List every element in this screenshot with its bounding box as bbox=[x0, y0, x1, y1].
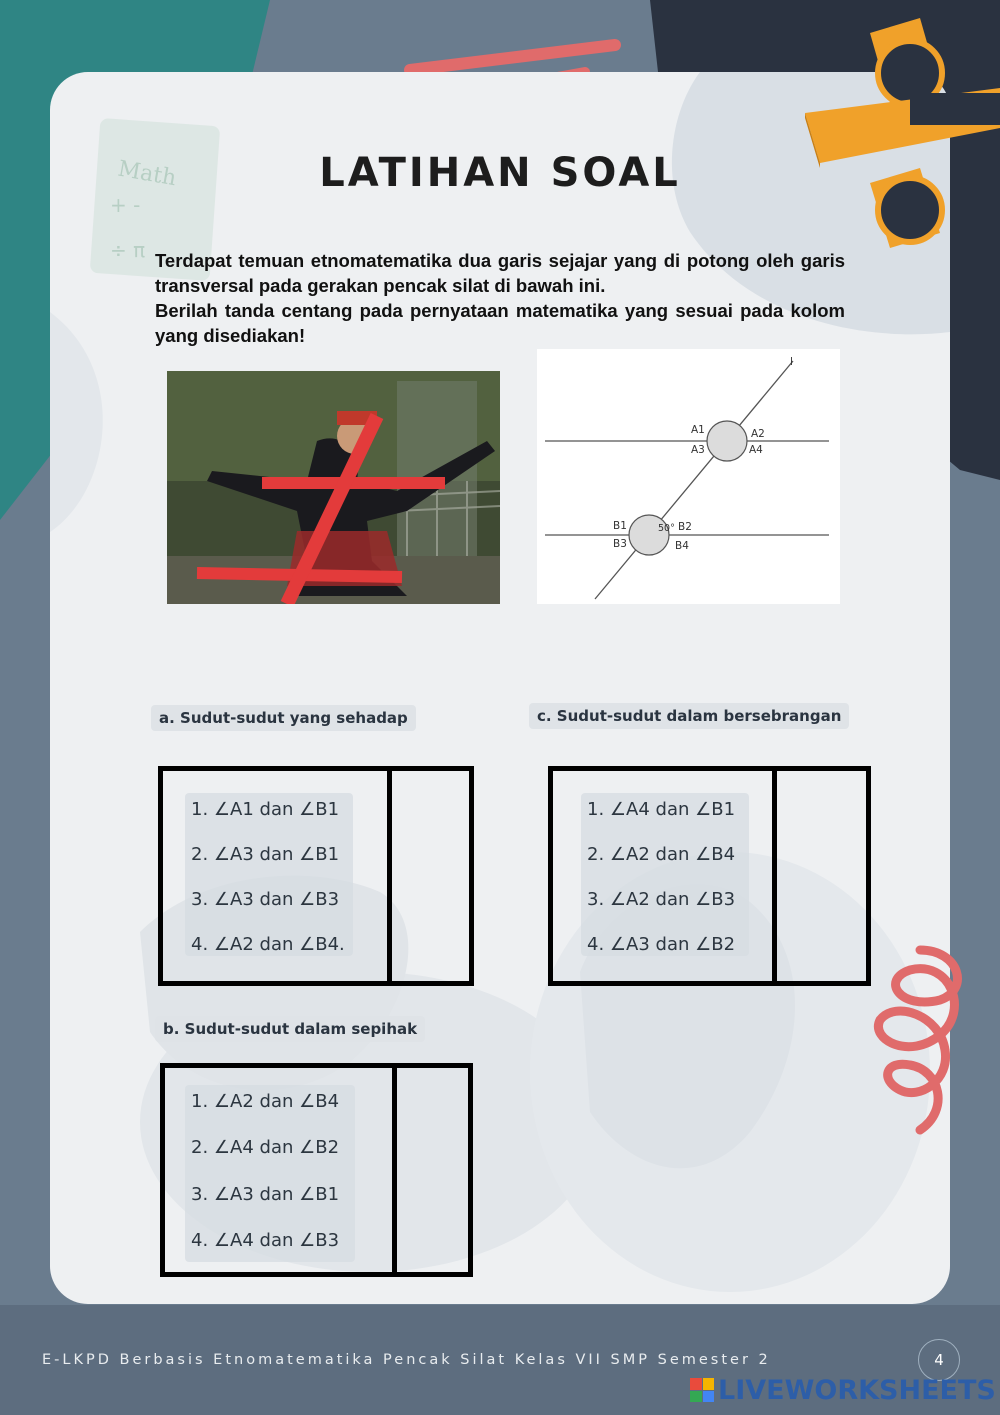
option-b-4: 4. ∠A4 dan ∠B3 bbox=[191, 1230, 340, 1251]
transversal-line bbox=[595, 361, 793, 599]
liveworksheets-logo-icon bbox=[690, 1378, 714, 1402]
math-book-text: Math bbox=[115, 156, 179, 192]
label-b1: B1 bbox=[613, 520, 627, 532]
cylinder-decoration bbox=[800, 18, 1000, 248]
intro-line-2: Berilah tanda centang pada pernyataan matematika yang sesuai pada kolom yang disediakan! bbox=[155, 300, 845, 346]
label-angle: 50° bbox=[658, 523, 675, 534]
section-c-box bbox=[548, 766, 871, 986]
parallel-lines-diagram bbox=[537, 349, 840, 604]
option-b-3: 3. ∠A3 dan ∠B1 bbox=[191, 1184, 340, 1205]
option-b-2: 2. ∠A4 dan ∠B2 bbox=[191, 1137, 340, 1158]
label-a1: A1 bbox=[691, 424, 705, 436]
section-b-options bbox=[185, 1085, 355, 1262]
intro-line-1: Terdapat temuan etnomatematika dua garis sejajar yang di potong oleh garis transversal pada gerakan pencak silat di bawah ini. bbox=[155, 250, 845, 296]
section-b-box bbox=[160, 1063, 473, 1277]
section-a-answer-cell[interactable] bbox=[392, 771, 470, 981]
section-a-label: a. Sudut-sudut yang sehadap bbox=[151, 705, 416, 731]
section-c-answer-cell[interactable] bbox=[777, 771, 867, 981]
svg-text:+ -: + - bbox=[110, 193, 141, 217]
section-a-options bbox=[185, 793, 353, 956]
liveworksheets-brand[interactable] bbox=[690, 1373, 996, 1407]
label-b4: B4 bbox=[675, 540, 689, 552]
option-a-4: 4. ∠A2 dan ∠B4. bbox=[191, 934, 345, 955]
option-c-4: 4. ∠A3 dan ∠B2 bbox=[587, 934, 736, 955]
page-number: 4 bbox=[918, 1339, 960, 1381]
section-a-box bbox=[158, 766, 474, 986]
label-a3: A3 bbox=[691, 444, 705, 456]
angle-circle-b bbox=[629, 515, 669, 555]
option-a-3: 3. ∠A3 dan ∠B3 bbox=[191, 889, 340, 910]
photo-illustration bbox=[167, 371, 500, 604]
page-title: LATIHAN SOAL bbox=[319, 150, 681, 196]
label-a4: A4 bbox=[749, 444, 763, 456]
footer-text: E-LKPD Berbasis Etnomatematika Pencak Silat Kelas VII SMP Semester 2 bbox=[42, 1352, 771, 1368]
angle-circle-a bbox=[707, 421, 747, 461]
pencak-silat-photo bbox=[167, 371, 500, 604]
label-a2: A2 bbox=[751, 428, 765, 440]
option-b-1: 1. ∠A2 dan ∠B4 bbox=[191, 1091, 340, 1112]
label-b2: B2 bbox=[678, 521, 692, 533]
option-a-2: 2. ∠A3 dan ∠B1 bbox=[191, 844, 340, 865]
section-b-answer-cell[interactable] bbox=[397, 1068, 469, 1272]
section-b-label: b. Sudut-sudut dalam sepihak bbox=[155, 1016, 425, 1042]
option-c-3: 3. ∠A2 dan ∠B3 bbox=[587, 889, 736, 910]
liveworksheets-text: LIVEWORKSHEETS bbox=[718, 1374, 996, 1406]
label-b3: B3 bbox=[613, 538, 627, 550]
section-c-options bbox=[581, 793, 749, 956]
diagram-svg bbox=[537, 349, 840, 604]
spiral-decoration bbox=[860, 940, 980, 1140]
option-c-2: 2. ∠A2 dan ∠B4 bbox=[587, 844, 736, 865]
instructions bbox=[155, 248, 845, 348]
option-c-1: 1. ∠A4 dan ∠B1 bbox=[587, 799, 736, 820]
option-a-1: 1. ∠A1 dan ∠B1 bbox=[191, 799, 340, 820]
section-c-label: c. Sudut-sudut dalam bersebrangan bbox=[529, 703, 849, 729]
svg-text:÷ π: ÷ π bbox=[110, 238, 146, 262]
label-l: l bbox=[790, 356, 793, 368]
